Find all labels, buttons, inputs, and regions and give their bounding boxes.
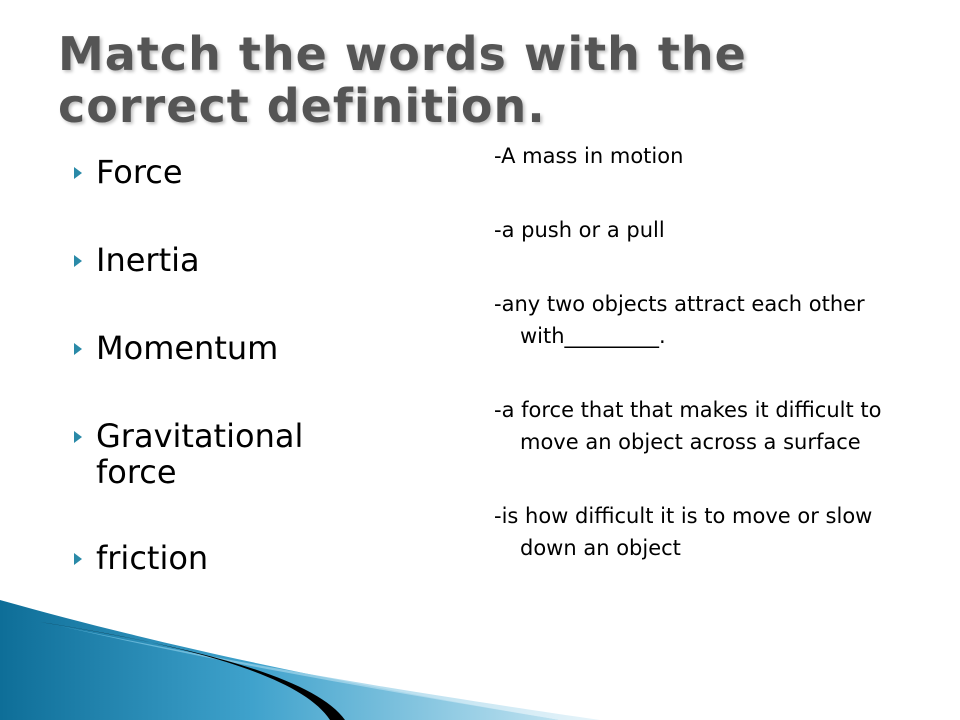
term-label: Force [96,153,183,191]
term-item-momentum [70,330,370,366]
term-item-inertia [70,242,370,278]
term-list [70,154,370,628]
triangle-bullet-icon [74,431,82,443]
term-label: Gravitational force [96,417,304,491]
term-item-friction [70,540,370,576]
term-label: Momentum [96,329,279,367]
term-label: Inertia [96,241,200,279]
definition-list [494,140,914,606]
definition-item: -A mass in motion [494,144,684,168]
triangle-bullet-icon [74,553,82,565]
definition-item: -any two objects attract each other with_________. [494,292,872,348]
definition-item: -a push or a pull [494,218,665,242]
triangle-bullet-icon [74,167,82,179]
definition-item: -is how difficult it is to move or slow down an object [494,504,880,560]
definition-item: -a force that that makes it difficult to move an object across a surface [494,398,889,454]
slide-title: Match the words with the correct definition. [58,27,747,133]
decorative-wave [0,600,960,720]
triangle-bullet-icon [74,343,82,355]
term-label: friction [96,539,209,577]
triangle-bullet-icon [74,255,82,267]
term-item-gravitational-force [70,418,370,490]
term-item-force [70,154,370,190]
